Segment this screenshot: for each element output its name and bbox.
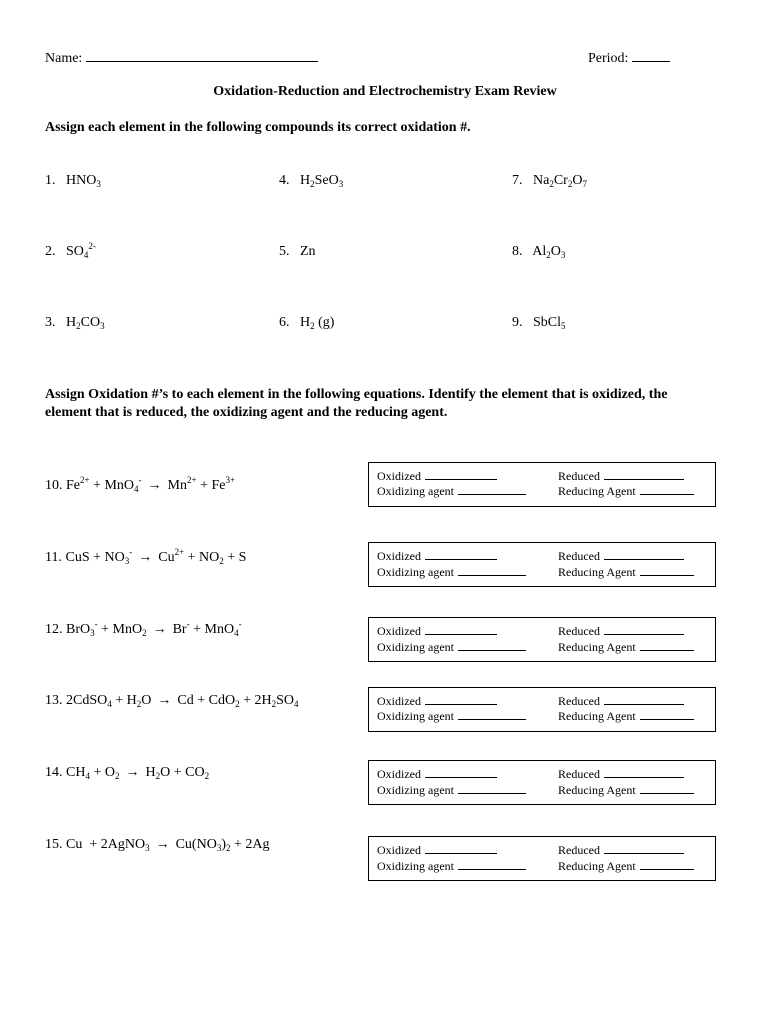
answer-blank[interactable]: [604, 550, 684, 560]
oxidizing-agent-label: Oxidizing agent: [377, 783, 454, 797]
eq-part: + H: [111, 693, 137, 708]
reduced-label: Reduced: [558, 694, 600, 708]
answer-blank[interactable]: [458, 784, 526, 794]
reaction-arrow-icon: →: [125, 765, 140, 780]
reduced-field[interactable]: [558, 624, 684, 639]
equation-12: [45, 619, 242, 638]
eq-part: + O: [89, 765, 115, 780]
eq-part: CuS + NO: [65, 550, 125, 565]
oxidized-label: Oxidized: [377, 694, 421, 708]
formula-sub: 3: [96, 179, 101, 189]
equation-10: [45, 475, 236, 494]
eq-sub: 4: [134, 484, 139, 494]
eq-part: + 2H: [239, 693, 272, 708]
eq-sub: 3: [145, 843, 150, 853]
eq-part: + Fe: [196, 478, 226, 493]
eq-part: Br: [172, 622, 187, 637]
oxidized-field[interactable]: [377, 694, 497, 709]
eq-part: + 2Ag: [230, 837, 270, 852]
eq-sub: 3: [216, 843, 222, 853]
answer-blank[interactable]: [425, 844, 497, 854]
oxidizing-agent-field[interactable]: [377, 640, 526, 655]
eq-part: SO: [276, 693, 294, 708]
eq-part: BrO: [66, 622, 91, 637]
reducing-agent-field[interactable]: [558, 565, 694, 580]
item-number: 12.: [45, 622, 63, 637]
formula-part: O: [572, 173, 583, 188]
oxidized-field[interactable]: [377, 469, 497, 484]
compound-item: [279, 244, 316, 260]
eq-sub: 2: [142, 628, 147, 638]
eq-part: Cu(NO: [175, 837, 217, 852]
item-number: 6.: [279, 315, 290, 330]
reducing-agent-field[interactable]: [558, 783, 694, 798]
eq-part: Cu: [158, 550, 175, 565]
item-number: 3.: [45, 315, 56, 330]
equation-15: [45, 837, 270, 853]
reduced-field[interactable]: [558, 549, 684, 564]
answer-blank[interactable]: [425, 625, 497, 635]
period-field[interactable]: [632, 47, 670, 62]
compound-item: [45, 241, 96, 260]
formula-part: CO: [80, 315, 101, 330]
answer-blank[interactable]: [640, 485, 694, 495]
item-number: 5.: [279, 244, 290, 259]
compound-item: [512, 173, 587, 189]
formula-part: SeO: [314, 173, 339, 188]
formula-sub: 2: [310, 321, 315, 331]
eq-sup: 2+: [174, 547, 185, 557]
answer-box-15: [368, 836, 716, 881]
formula-sub: 3: [100, 321, 105, 331]
answer-blank[interactable]: [458, 566, 526, 576]
reducing-agent-field[interactable]: [558, 640, 694, 655]
eq-part: CH: [66, 765, 86, 780]
item-number: 9.: [512, 315, 523, 330]
reaction-arrow-icon: →: [147, 478, 162, 493]
oxidized-field[interactable]: [377, 624, 497, 639]
formula-sub: 7: [582, 179, 587, 189]
oxidized-field[interactable]: [377, 549, 497, 564]
answer-box-13: [368, 687, 716, 732]
answer-blank[interactable]: [458, 860, 526, 870]
answer-blank[interactable]: [604, 844, 684, 854]
section2-instruction-line2: element that is reduced, the oxidizing agent and the reducing agent.: [45, 405, 448, 420]
formula-part: Zn: [300, 244, 316, 259]
item-number: 14.: [45, 765, 63, 780]
reducing-agent-field[interactable]: [558, 484, 694, 499]
eq-sub: 2: [235, 699, 240, 709]
eq-part: 2CdSO: [66, 693, 108, 708]
eq-sub: 2: [271, 699, 277, 709]
formula-part: SO: [66, 244, 84, 259]
reducing-agent-label: Reducing Agent: [558, 709, 636, 723]
answer-blank[interactable]: [640, 641, 694, 651]
item-number: 13.: [45, 693, 63, 708]
eq-part: + MnO: [89, 478, 135, 493]
eq-part: Mn: [167, 478, 187, 493]
item-number: 4.: [279, 173, 290, 188]
eq-sub: 2: [225, 843, 231, 853]
eq-part: Cu + 2AgNO: [66, 837, 146, 852]
eq-sup: -: [94, 619, 98, 629]
eq-sub: 2: [155, 771, 161, 781]
reducing-agent-field[interactable]: [558, 859, 694, 874]
eq-sup: -: [186, 619, 190, 629]
eq-sub: 4: [85, 771, 90, 781]
answer-box-12: [368, 617, 716, 662]
page-title: Oxidation-Reduction and Electrochemistry Exam Review: [213, 84, 557, 99]
formula-part: O: [550, 244, 561, 259]
item-number: 7.: [512, 173, 523, 188]
reducing-agent-label: Reducing Agent: [558, 484, 636, 498]
formula-sub: 2: [546, 250, 551, 260]
equation-11: [45, 547, 247, 566]
formula-sub: 3: [560, 250, 566, 260]
answer-blank[interactable]: [425, 550, 497, 560]
reducing-agent-label: Reducing Agent: [558, 640, 636, 654]
item-number: 15.: [45, 837, 63, 852]
formula-part: H: [300, 315, 311, 330]
eq-sub: 2: [204, 771, 210, 781]
eq-sup: 2+: [80, 475, 90, 485]
answer-box-14: [368, 760, 716, 805]
formula-part: Al: [532, 244, 547, 259]
answer-blank[interactable]: [640, 710, 694, 720]
compound-item: [279, 315, 334, 331]
name-label: [45, 47, 318, 67]
period-label-text: Period:: [588, 51, 629, 66]
eq-part: + MnO: [189, 622, 235, 637]
reduced-field[interactable]: [558, 767, 684, 782]
reduced-field[interactable]: [558, 469, 684, 484]
reduced-label: Reduced: [558, 843, 600, 857]
name-field[interactable]: [86, 47, 318, 62]
answer-blank[interactable]: [458, 710, 526, 720]
oxidized-label: Oxidized: [377, 843, 421, 857]
answer-blank[interactable]: [425, 695, 497, 705]
reducing-agent-label: Reducing Agent: [558, 565, 636, 579]
answer-box-10: [368, 462, 716, 507]
section2-instruction-line1: Assign Oxidation #’s to each element in the following equations. Identify the element that is oxidized, the: [45, 387, 668, 402]
eq-sub: 2: [114, 771, 120, 781]
eq-part: + NO: [184, 550, 220, 565]
oxidizing-agent-label: Oxidizing agent: [377, 484, 454, 498]
reduced-label: Reduced: [558, 767, 600, 781]
answer-box-11: [368, 542, 716, 587]
reduced-label: Reduced: [558, 624, 600, 638]
eq-sub: 3: [124, 556, 130, 566]
answer-blank[interactable]: [604, 470, 684, 480]
answer-blank[interactable]: [604, 695, 684, 705]
oxidizing-agent-label: Oxidizing agent: [377, 565, 454, 579]
formula-sub: 4: [83, 250, 89, 260]
oxidizing-agent-field[interactable]: [377, 783, 526, 798]
formula-sub: 2: [76, 321, 81, 331]
reduced-field[interactable]: [558, 694, 684, 709]
oxidizing-agent-label: Oxidizing agent: [377, 709, 454, 723]
eq-part: O: [141, 693, 152, 708]
formula-sub: 2: [549, 179, 554, 189]
item-number: 1.: [45, 173, 56, 188]
eq-sup: 3+: [225, 475, 236, 485]
oxidized-field[interactable]: [377, 843, 497, 858]
oxidized-field[interactable]: [377, 767, 497, 782]
eq-sup: 2+: [187, 475, 197, 485]
eq-sub: 4: [293, 699, 299, 709]
formula-sup: 2-: [88, 241, 96, 251]
reaction-arrow-icon: →: [155, 837, 170, 852]
answer-blank[interactable]: [425, 470, 497, 480]
oxidizing-agent-field[interactable]: [377, 565, 526, 580]
formula-part: Na: [533, 173, 550, 188]
reduced-field[interactable]: [558, 843, 684, 858]
formula-sub: 3: [338, 179, 344, 189]
eq-sub: 4: [234, 628, 239, 638]
eq-part: Cd + CdO: [177, 693, 236, 708]
reducing-agent-field[interactable]: [558, 709, 694, 724]
oxidizing-agent-field[interactable]: [377, 709, 526, 724]
eq-sup: -: [129, 547, 133, 557]
formula-part: H: [300, 173, 311, 188]
eq-sub: 2: [136, 699, 142, 709]
answer-blank[interactable]: [640, 860, 694, 870]
eq-part: + S: [223, 550, 247, 565]
formula-part: HNO: [66, 173, 97, 188]
item-number: 10.: [45, 478, 63, 493]
oxidized-label: Oxidized: [377, 549, 421, 563]
eq-part: H: [145, 765, 156, 780]
reducing-agent-label: Reducing Agent: [558, 783, 636, 797]
compound-item: [279, 173, 343, 189]
compound-item: [45, 315, 105, 331]
section1-instruction: Assign each element in the following compounds its correct oxidation #.: [45, 120, 471, 135]
oxidized-label: Oxidized: [377, 767, 421, 781]
eq-part: O + CO: [160, 765, 205, 780]
name-label-text: Name:: [45, 51, 83, 66]
eq-part: + MnO: [97, 622, 143, 637]
reaction-arrow-icon: →: [157, 693, 172, 708]
eq-part: ): [221, 837, 226, 852]
oxidizing-agent-label: Oxidizing agent: [377, 859, 454, 873]
eq-sup: -: [238, 619, 242, 629]
formula-part: SbCl: [533, 315, 562, 330]
oxidized-label: Oxidized: [377, 624, 421, 638]
item-number: 2.: [45, 244, 56, 259]
answer-blank[interactable]: [640, 566, 694, 576]
reduced-label: Reduced: [558, 469, 600, 483]
oxidizing-agent-field[interactable]: [377, 859, 526, 874]
oxidized-label: Oxidized: [377, 469, 421, 483]
item-number: 8.: [512, 244, 523, 259]
eq-sub: 4: [107, 699, 112, 709]
reaction-arrow-icon: →: [138, 550, 153, 565]
eq-sup: -: [138, 475, 142, 485]
oxidizing-agent-field[interactable]: [377, 484, 526, 499]
formula-sub: 2: [310, 179, 315, 189]
compound-item: [512, 315, 566, 331]
answer-blank[interactable]: [604, 625, 684, 635]
formula-sub: 2: [567, 179, 573, 189]
answer-blank[interactable]: [458, 641, 526, 651]
eq-part: Fe: [66, 478, 80, 493]
equation-14: [45, 765, 209, 781]
answer-blank[interactable]: [604, 768, 684, 778]
formula-part: Cr: [553, 173, 568, 188]
compound-item: [512, 244, 565, 260]
eq-sub: 2: [219, 556, 224, 566]
equation-13: [45, 693, 298, 709]
formula-part: (g): [314, 315, 335, 330]
item-number: 11.: [45, 550, 62, 565]
answer-blank[interactable]: [458, 485, 526, 495]
reaction-arrow-icon: →: [152, 622, 167, 637]
reduced-label: Reduced: [558, 549, 600, 563]
answer-blank[interactable]: [640, 784, 694, 794]
reducing-agent-label: Reducing Agent: [558, 859, 636, 873]
eq-sub: 3: [90, 628, 95, 638]
oxidizing-agent-label: Oxidizing agent: [377, 640, 454, 654]
formula-part: H: [66, 315, 77, 330]
formula-sub: 5: [561, 321, 566, 331]
compound-item: [45, 173, 101, 189]
period-label: [588, 47, 670, 67]
answer-blank[interactable]: [425, 768, 497, 778]
